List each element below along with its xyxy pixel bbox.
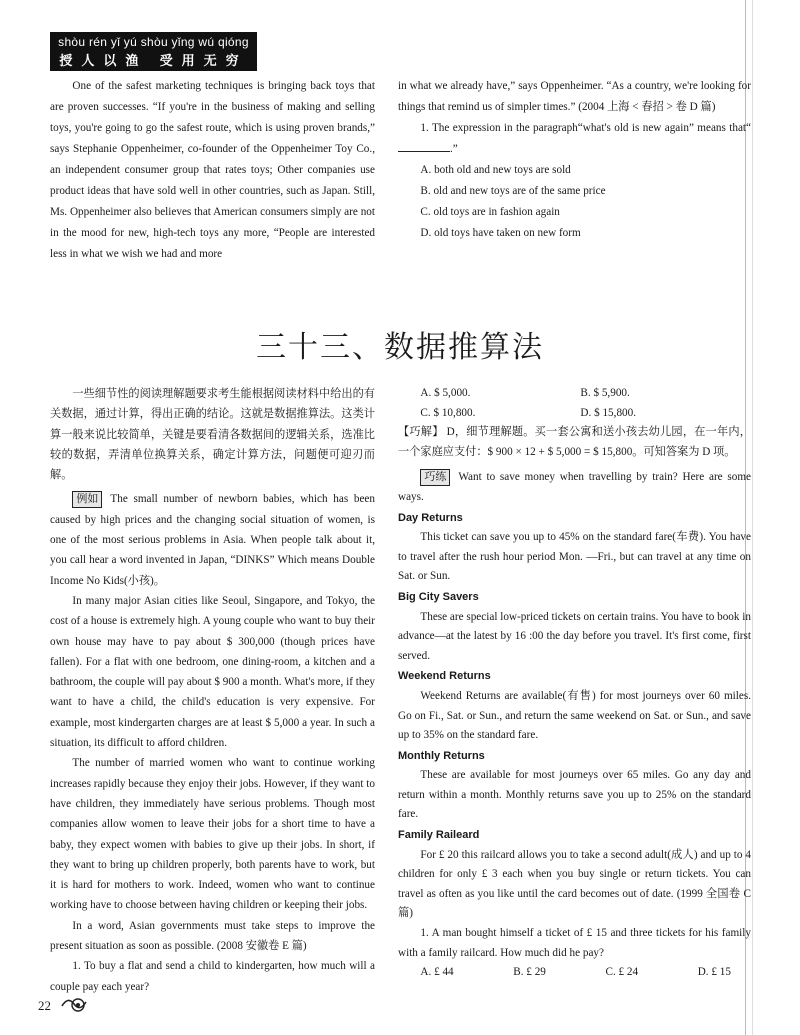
- option-d: D. £ 15: [697, 966, 731, 979]
- passage-paragraph: These are special low-priced tickets on certain trains. You have to book in advance—at the latest by 16 :00 the day before you travel. It's first come, first served.: [398, 610, 751, 662]
- question-end: .”: [450, 143, 458, 155]
- option-c: C. £ 24: [605, 966, 639, 979]
- option-a: A. both old and new toys are sold: [420, 164, 571, 176]
- page-number: 22: [38, 998, 51, 1013]
- options-row: [398, 404, 751, 424]
- section-title: 三十三、数据推算法: [256, 331, 544, 364]
- passage-paragraph: This ticket can save you up to 45% on the standard fare(车费). You have to travel after the rush hour period Mon. —Fri., but can travel at any time on Sat. or Sun.: [398, 531, 751, 583]
- option-b: B. old and new toys are of the same price: [420, 185, 606, 197]
- analysis-paragraph: 【巧解】 D，细节理解题。买一套公寓和送小孩去幼儿园，在一年内，一个家庭应支付：$ 900 × 12 + $ 5,000 = $ 15,800。可知答案为 D 项。: [398, 426, 751, 458]
- practice-tag: 巧练: [420, 469, 450, 486]
- passage-paragraph: In a word, Asian governments must take steps to improve the present situation as soon as possible. (2008 安徽卷 E 篇): [50, 919, 375, 953]
- question: 1. A man bought himself a ticket of £ 15 and three tickets for his family with a family railcard. How much did he pay?: [398, 927, 751, 959]
- heading-monthly-returns: Monthly Returns: [398, 749, 485, 762]
- option-c: C. $ 10,800.: [420, 406, 476, 419]
- practice-paragraph: [398, 468, 751, 507]
- option-d: D. old toys have taken on new form: [420, 227, 581, 239]
- example-text: The small number of newborn babies, which has been caused by high prices and the changing social situation of women, is one of the most serious problems in Asia. When people talk about it, you call hear a word invented in Japan, “DINKS” Which means Double Income No Kids(小孩)。: [50, 493, 375, 587]
- example-paragraph: [50, 489, 375, 590]
- header-band: [50, 32, 257, 71]
- publisher-logo-icon: [60, 994, 88, 1014]
- answer-blank: [398, 139, 450, 152]
- option-a: A. $ 5,000.: [420, 387, 471, 399]
- bottom-right-column: [398, 384, 751, 983]
- bottom-left-column: [50, 384, 375, 997]
- heading-weekend-returns: Weekend Returns: [398, 670, 491, 683]
- option-c: C. old toys are in fashion again: [420, 206, 560, 218]
- scan-edge-line: [752, 0, 753, 1035]
- question: 1. To buy a flat and send a child to kindergarten, how much will a couple pay each year?: [50, 960, 375, 993]
- passage-paragraph: These are available for most journeys over 65 miles. Go any day and return within a month. Monthly returns save you up to 25% on the standard fare.: [398, 769, 751, 821]
- option-b: B. £ 29: [513, 966, 546, 979]
- options-row: [398, 384, 751, 404]
- heading-family-railcard: Family Raileard: [398, 829, 480, 842]
- practice-intro: Want to save money when travelling by train? Here are some ways.: [398, 471, 751, 503]
- option-a: A. £ 44: [420, 966, 454, 979]
- option-d: D. $ 15,800.: [580, 406, 637, 419]
- options-row: [398, 963, 751, 983]
- top-right-column: [398, 76, 751, 244]
- passage-paragraph: The number of married women who want to continue working increases rapidly because they enjoy their jobs. However, if they want to have children, they immediately have serious problems. Though most companies allow women to leave their jobs for a short time to have a baby, they expect women with babies to give up their jobs. In short, if they want to bring up children properly, both parents have to work, but it is hard for mothers to work. Indeed, women who want to continue working have to choose between having children or keeping their jobs.: [50, 757, 375, 912]
- passage-paragraph: For £ 20 this railcard allows you to take a second adult(成人) and up to 4 children for only £ 3 each when you buy single or return tickets. You can travel as often as you like until the card becomes out of date. (1999 全国卷 C 篇): [398, 848, 751, 920]
- passage-paragraph: Weekend Returns are available(有售) for most journeys over 60 miles. Go on Fi., Sat. or Sun., and return the same weekend on Sat. or Sun., and save up to 35% on the standard fare.: [398, 689, 751, 742]
- header-pinyin: shòu rén yǐ yú shòu yǐng wú qióng: [58, 35, 249, 49]
- intro-paragraph: 一些细节性的阅读理解题要求考生能根据阅读材料中给出的有关数据，通过计算，得出正确的结论。这就是数据推算法。这类计算一般来说比较简单，关键是要看清各数据间的逻辑关系，选准比较的数据，弄清单位换算关系，确定计算方法，问题便可迎刃而解。: [50, 388, 375, 482]
- header-title: 授人以渔 受用无穷: [59, 53, 248, 68]
- example-tag: 例如: [72, 491, 102, 508]
- heading-day-returns: Day Returns: [398, 511, 463, 524]
- passage-paragraph: In many major Asian cities like Seoul, Singapore, and Tokyo, the cost of a house is extremely high. A young couple who want to buy their own house may have to pay about $ 300,000 (though prices have fallen). For a flat with one bedroom, one dining-room, a kitchen and a bathroom, the couple will pay about $ 900 a month. What's more, if they want to have a child, the child's education is very expensive. For example, most kindergarten charges are at least $ 5,000 a year. In such a situation, its difficult to afford children.: [50, 594, 375, 750]
- heading-big-city-savers: Big City Savers: [398, 590, 479, 603]
- question-text: 1. The expression in the paragraph“what's old is new again” means that“: [420, 122, 751, 134]
- passage-paragraph: in what we already have,” says Oppenheimer. “As a country, we're looking for things that remind us of simpler times.” (2004 上海 < 春招 > 卷 D 篇): [398, 80, 751, 113]
- passage-paragraph: One of the safest marketing techniques is bringing back toys that are proven successes. “If you're in the business of making and selling toys, you're going to go the safest route, which is using proven brands,” says Stephanie Oppenheimer, co-founder of the Oppenheimer Toy Co., an independent consumer group that rates toys; Other companies use product ideas that have sold well in other countries, such as Japan. Still, Ms. Oppenheimer also believes that American consumers simply are not in the mood for new, high-tech toys any more, “People are interested less in what we wish we had and more: [50, 80, 375, 260]
- question: [398, 118, 751, 160]
- top-left-column: [50, 76, 375, 265]
- option-b: B. $ 5,900.: [580, 387, 630, 399]
